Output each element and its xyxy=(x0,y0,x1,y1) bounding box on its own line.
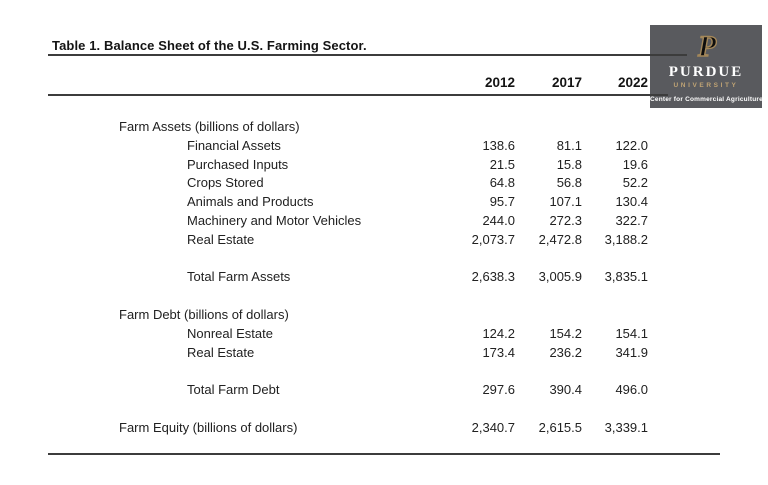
center-for-commercial-agriculture-label: Center for Commercial Agriculture xyxy=(650,96,763,103)
table-bottom-border xyxy=(48,453,720,455)
table-row xyxy=(48,193,648,212)
purdue-wordmark: PURDUE xyxy=(668,64,744,80)
row-label: Crops Stored xyxy=(187,175,264,191)
cell-value: 64.8 xyxy=(489,175,515,191)
table-row xyxy=(48,325,648,344)
row-label: Nonreal Estate xyxy=(187,325,273,341)
table-row xyxy=(48,306,648,325)
cell-value: 130.4 xyxy=(615,194,648,210)
cell-value: 52.2 xyxy=(622,175,648,191)
cell-value xyxy=(582,118,648,137)
column-header-2012: 2012 xyxy=(484,75,515,90)
cell-value: 95.7 xyxy=(489,194,515,210)
cell-value: 21.5 xyxy=(489,156,515,172)
row-spacer xyxy=(48,250,648,269)
cell-value: 56.8 xyxy=(556,175,582,191)
row-label: Real Estate xyxy=(187,344,255,360)
cell-value: 297.6 xyxy=(482,382,515,398)
row-spacer xyxy=(48,287,648,306)
title-underline xyxy=(48,54,687,56)
row-spacer xyxy=(48,362,648,381)
cell-value: 3,835.1 xyxy=(604,269,648,285)
cell-value: 2,340.7 xyxy=(471,419,515,435)
cell-value: 138.6 xyxy=(482,137,515,153)
table-row xyxy=(48,118,648,137)
column-header-2022: 2022 xyxy=(617,75,648,90)
cell-value xyxy=(515,118,582,137)
cell-value: 2,638.3 xyxy=(471,269,515,285)
row-label: Farm Debt (billions of dollars) xyxy=(119,306,289,322)
purdue-logo xyxy=(650,25,762,108)
cell-value: 3,005.9 xyxy=(538,269,582,285)
purdue-logo-content xyxy=(650,25,762,108)
table-row xyxy=(48,156,648,175)
header-spacer xyxy=(48,74,448,92)
table-row xyxy=(48,344,648,363)
cell-value: 322.7 xyxy=(615,212,648,228)
table-row xyxy=(48,419,648,438)
table-row xyxy=(48,268,648,287)
row-label: Animals and Products xyxy=(187,194,314,210)
cell-value xyxy=(582,306,648,325)
cell-value: 3,188.2 xyxy=(604,231,648,247)
cell-value: 236.2 xyxy=(549,344,582,360)
cell-value: 154.1 xyxy=(615,325,648,341)
cell-value: 15.8 xyxy=(556,156,582,172)
cell-value: 154.2 xyxy=(549,325,582,341)
cell-value: 2,472.8 xyxy=(538,231,582,247)
cell-value: 2,073.7 xyxy=(471,231,515,247)
row-label: Machinery and Motor Vehicles xyxy=(187,212,362,228)
row-label: Purchased Inputs xyxy=(187,156,289,172)
cell-value xyxy=(515,306,582,325)
row-label: Real Estate xyxy=(187,231,255,247)
header-underline xyxy=(48,94,668,96)
cell-value: 244.0 xyxy=(482,212,515,228)
cell-value: 173.4 xyxy=(482,344,515,360)
column-header-row xyxy=(48,74,648,92)
cell-value: 341.9 xyxy=(615,344,648,360)
cell-value: 124.2 xyxy=(482,325,515,341)
cell-value: 107.1 xyxy=(549,194,582,210)
row-label: Total Farm Debt xyxy=(187,382,280,398)
row-label: Total Farm Assets xyxy=(187,269,291,285)
row-spacer xyxy=(48,400,648,419)
column-header-2017: 2017 xyxy=(551,75,582,90)
table-row xyxy=(48,137,648,156)
cell-value: 272.3 xyxy=(549,212,582,228)
table-row xyxy=(48,212,648,231)
cell-value: 3,339.1 xyxy=(604,419,648,435)
table-row xyxy=(48,174,648,193)
cell-value xyxy=(448,306,515,325)
cell-value: 496.0 xyxy=(615,382,648,398)
cell-value: 2,615.5 xyxy=(538,419,582,435)
svg-text:P: P xyxy=(697,30,717,62)
row-label: Farm Equity (billions of dollars) xyxy=(119,419,298,435)
table-title: Table 1. Balance Sheet of the U.S. Farming Sector. xyxy=(52,38,367,53)
table-row xyxy=(48,231,648,250)
row-label: Financial Assets xyxy=(187,137,281,153)
cell-value xyxy=(448,118,515,137)
table-row xyxy=(48,381,648,400)
cell-value: 390.4 xyxy=(549,382,582,398)
cell-value: 19.6 xyxy=(622,156,648,172)
purdue-p-icon xyxy=(650,25,762,64)
cell-value: 81.1 xyxy=(556,137,582,153)
row-label: Farm Assets (billions of dollars) xyxy=(119,119,300,134)
cell-value: 122.0 xyxy=(615,137,648,153)
table-body xyxy=(48,118,648,438)
purdue-university-label: UNIVERSITY xyxy=(673,82,739,89)
